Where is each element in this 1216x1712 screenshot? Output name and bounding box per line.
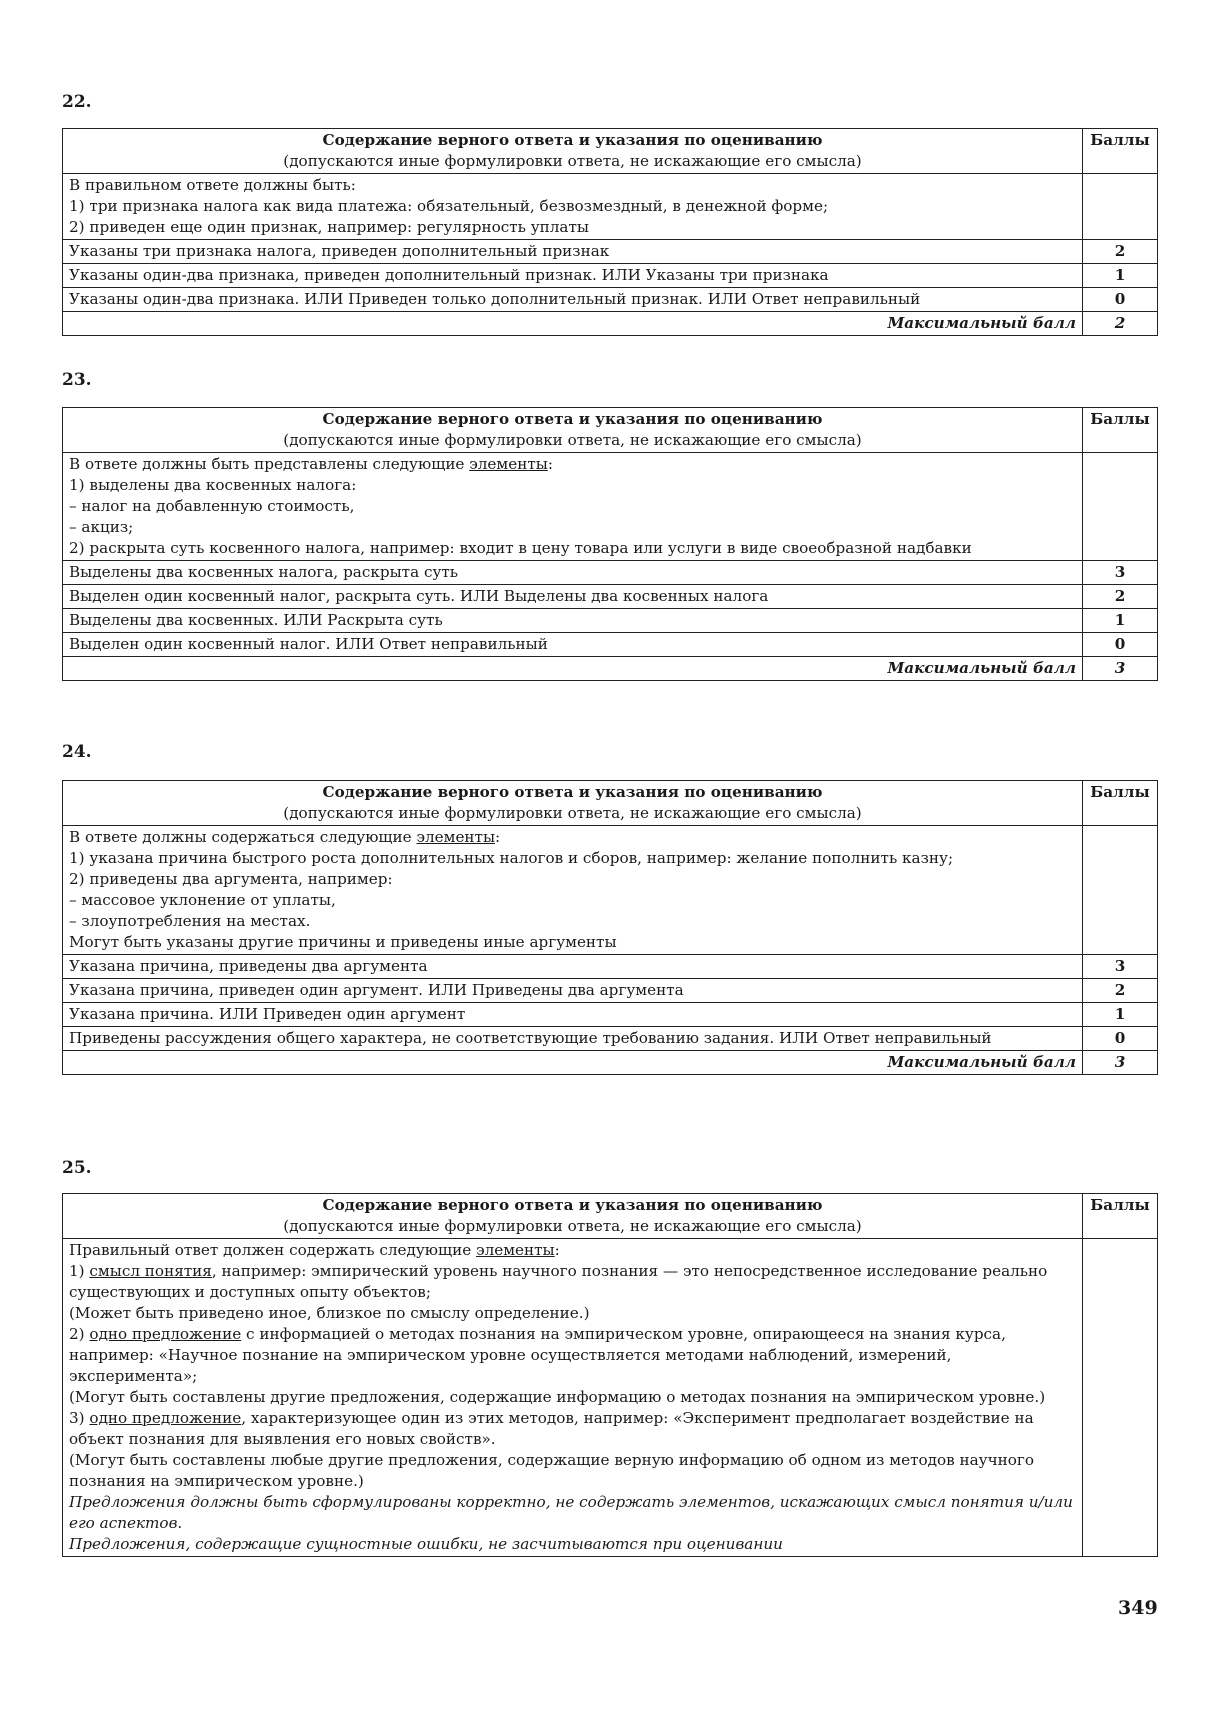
max-score-value: 3 [1083, 657, 1158, 681]
answer-line [69, 1408, 1076, 1450]
text-segment: 1) выделены два косвенных налога: [69, 476, 357, 494]
text-segment: – налог на добавленную стоимость, [69, 497, 355, 515]
text-segment: 1) три признака налога как вида платежа: обязательный, безвозмездный, в денежной форме; [69, 197, 829, 215]
header-score-cell: Баллы [1083, 1194, 1158, 1239]
max-score-row [63, 1051, 1158, 1075]
text-segment: 2) [69, 1325, 90, 1343]
criterion-row [63, 955, 1158, 979]
text-segment: – массовое уклонение от уплаты, [69, 891, 336, 909]
text-segment: : [547, 455, 553, 473]
task-number: 24. [62, 742, 92, 762]
criterion-text: Выделены два косвенных налога, раскрыта суть [63, 561, 1083, 585]
criterion-row [63, 979, 1158, 1003]
scoring-table [62, 407, 1158, 681]
text-segment: В правильном ответе должны быть: [69, 176, 356, 194]
criterion-text: Указаны три признака налога, приведен дополнительный признак [63, 240, 1083, 264]
table-header-row [63, 408, 1158, 453]
text-segment: 3) [69, 1409, 90, 1427]
header-title: Содержание верного ответа и указания по оцениванию [322, 783, 823, 801]
criterion-score: 0 [1083, 288, 1158, 312]
criterion-text: Выделен один косвенный налог. ИЛИ Ответ неправильный [63, 633, 1083, 657]
criterion-row [63, 240, 1158, 264]
criterion-score: 0 [1083, 1027, 1158, 1051]
answer-content-cell [63, 453, 1083, 561]
empty-score-cell [1083, 1239, 1158, 1557]
text-segment: (Может быть приведено иное, близкое по смыслу определение.) [69, 1304, 590, 1322]
header-score-cell: Баллы [1083, 129, 1158, 174]
scoring-table [62, 1193, 1158, 1557]
task-number: 25. [62, 1158, 92, 1178]
answer-content-cell [63, 1239, 1083, 1557]
answer-line [69, 517, 1076, 538]
text-segment: Правильный ответ должен содержать следующие [69, 1241, 477, 1259]
criterion-text: Выделены два косвенных. ИЛИ Раскрыта суть [63, 609, 1083, 633]
criterion-row [63, 264, 1158, 288]
criterion-row [63, 288, 1158, 312]
answer-line [69, 454, 1076, 475]
empty-score-cell [1083, 453, 1158, 561]
criterion-row [63, 561, 1158, 585]
answer-line [69, 1387, 1076, 1408]
scoring-table [62, 128, 1158, 336]
text-segment: В ответе должны быть представлены следующие [69, 455, 470, 473]
max-score-row [63, 312, 1158, 336]
answer-content-cell [63, 826, 1083, 955]
header-content-cell [63, 408, 1083, 453]
answer-line [69, 890, 1076, 911]
criterion-score: 2 [1083, 585, 1158, 609]
table-header-row [63, 781, 1158, 826]
header-score-cell: Баллы [1083, 781, 1158, 826]
criterion-row [63, 1003, 1158, 1027]
header-content-cell [63, 1194, 1083, 1239]
criterion-row [63, 609, 1158, 633]
text-segment: 2) раскрыта суть косвенного налога, например: входит в цену товара или услуги в виде своеобразной надбавки [69, 539, 972, 557]
max-score-label: Максимальный балл [63, 1051, 1083, 1075]
answer-content-cell [63, 174, 1083, 240]
criterion-text: Указана причина. ИЛИ Приведен один аргумент [63, 1003, 1083, 1027]
empty-score-cell [1083, 174, 1158, 240]
answer-line [69, 1450, 1076, 1492]
table-header-row [63, 1194, 1158, 1239]
text-segment: – акциз; [69, 518, 134, 536]
text-segment: 2) приведен еще один признак, например: регулярность уплаты [69, 218, 589, 236]
answer-line [69, 1240, 1076, 1261]
header-subtitle: (допускаются иные формулировки ответа, не искажающие его смысла) [283, 431, 862, 449]
text-segment: В ответе должны содержаться следующие [69, 828, 417, 846]
text-segment: (Могут быть составлены любые другие предложения, содержащие верную информацию об одном из методов научного познания на эмпирическом уровне.) [69, 1451, 1035, 1490]
answer-line [69, 848, 1076, 869]
criterion-score: 3 [1083, 955, 1158, 979]
answer-line [69, 1261, 1076, 1303]
text-segment: 1) [69, 1262, 90, 1280]
criterion-text: Указаны один-два признака. ИЛИ Приведен только дополнительный признак. ИЛИ Ответ неправильный [63, 288, 1083, 312]
text-segment: (Могут быть составлены другие предложения, содержащие информацию о методах познания на эмпирическом уровне.) [69, 1388, 1046, 1406]
empty-score-cell [1083, 826, 1158, 955]
text-segment: : [495, 828, 501, 846]
header-subtitle: (допускаются иные формулировки ответа, не искажающие его смысла) [283, 1217, 862, 1235]
answer-line [69, 475, 1076, 496]
text-segment: Могут быть указаны другие причины и приведены иные аргументы [69, 933, 617, 951]
text-segment: Предложения, содержащие сущностные ошибки, не засчитываются при оценивании [69, 1535, 783, 1553]
text-segment: 1) указана причина быстрого роста дополнительных налогов и сборов, например: желание пополнить казну; [69, 849, 954, 867]
answer-line [69, 911, 1076, 932]
header-content-cell [63, 129, 1083, 174]
max-score-label: Максимальный балл [63, 312, 1083, 336]
answer-line [69, 1324, 1076, 1387]
criterion-row [63, 633, 1158, 657]
table-header-row [63, 129, 1158, 174]
answer-line [69, 538, 1076, 559]
criterion-text: Выделен один косвенный налог, раскрыта суть. ИЛИ Выделены два косвенных налога [63, 585, 1083, 609]
answer-line [69, 827, 1076, 848]
task-number: 23. [62, 370, 92, 390]
text-segment: : [554, 1241, 560, 1259]
header-score-cell: Баллы [1083, 408, 1158, 453]
max-score-label: Максимальный балл [63, 657, 1083, 681]
max-score-value: 3 [1083, 1051, 1158, 1075]
answer-content-row [63, 1239, 1158, 1557]
max-score-row [63, 657, 1158, 681]
answer-content-row [63, 453, 1158, 561]
criterion-score: 1 [1083, 1003, 1158, 1027]
criterion-text: Указана причина, приведен один аргумент. ИЛИ Приведены два аргумента [63, 979, 1083, 1003]
header-title: Содержание верного ответа и указания по оцениванию [322, 410, 823, 428]
header-title: Содержание верного ответа и указания по оцениванию [322, 1196, 823, 1214]
criterion-score: 1 [1083, 264, 1158, 288]
criterion-score: 2 [1083, 240, 1158, 264]
task-number: 22. [62, 92, 92, 112]
text-segment: – злоупотребления на местах. [69, 912, 311, 930]
answer-line [69, 1534, 1076, 1555]
criterion-score: 0 [1083, 633, 1158, 657]
underlined-term: элементы [476, 1241, 555, 1259]
header-subtitle: (допускаются иные формулировки ответа, не искажающие его смысла) [283, 152, 862, 170]
answer-content-row [63, 826, 1158, 955]
text-segment: , характеризующее один из этих методов, например: «Эксперимент предполагает воздействие на объект познания для выявления его новых свойств». [69, 1409, 1034, 1448]
criterion-text: Указана причина, приведены два аргумента [63, 955, 1083, 979]
criterion-row [63, 585, 1158, 609]
criterion-row [63, 1027, 1158, 1051]
answer-line [69, 196, 1076, 217]
answer-line [69, 175, 1076, 196]
answer-line [69, 869, 1076, 890]
header-subtitle: (допускаются иные формулировки ответа, не искажающие его смысла) [283, 804, 862, 822]
underlined-term: одно предложение [89, 1409, 242, 1427]
answer-line [69, 496, 1076, 517]
criterion-text: Приведены рассуждения общего характера, не соответствующие требованию задания. ИЛИ Ответ неправильный [63, 1027, 1083, 1051]
scoring-table [62, 780, 1158, 1075]
text-segment: с информацией о методах познания на эмпирическом уровне, опирающееся на знания курса, например: «Научное познание на эмпирическом уровне осуществляется методами наблюдений, измерений, эксперимента»; [69, 1325, 1006, 1385]
underlined-term: элементы [416, 828, 496, 846]
max-score-value: 2 [1083, 312, 1158, 336]
underlined-term: одно предложение [89, 1325, 242, 1343]
criterion-score: 2 [1083, 979, 1158, 1003]
answer-content-row [63, 174, 1158, 240]
answer-line [69, 1492, 1076, 1534]
text-segment: Предложения должны быть сформулированы корректно, не содержать элементов, искажающих смысл понятия и/или его аспектов. [69, 1493, 1073, 1532]
criterion-text: Указаны один-два признака, приведен дополнительный признак. ИЛИ Указаны три признака [63, 264, 1083, 288]
underlined-term: смысл понятия [89, 1262, 212, 1280]
header-title: Содержание верного ответа и указания по оцениванию [322, 131, 823, 149]
answer-line [69, 217, 1076, 238]
text-segment: , например: эмпирический уровень научного познания — это непосредственное исследование реально существующих и доступных опыту объектов; [69, 1262, 1048, 1301]
answer-line [69, 1303, 1076, 1324]
header-content-cell [63, 781, 1083, 826]
criterion-score: 3 [1083, 561, 1158, 585]
underlined-term: элементы [469, 455, 548, 473]
page-number: 349 [1118, 1597, 1158, 1619]
text-segment: 2) приведены два аргумента, например: [69, 870, 393, 888]
criterion-score: 1 [1083, 609, 1158, 633]
answer-line [69, 932, 1076, 953]
